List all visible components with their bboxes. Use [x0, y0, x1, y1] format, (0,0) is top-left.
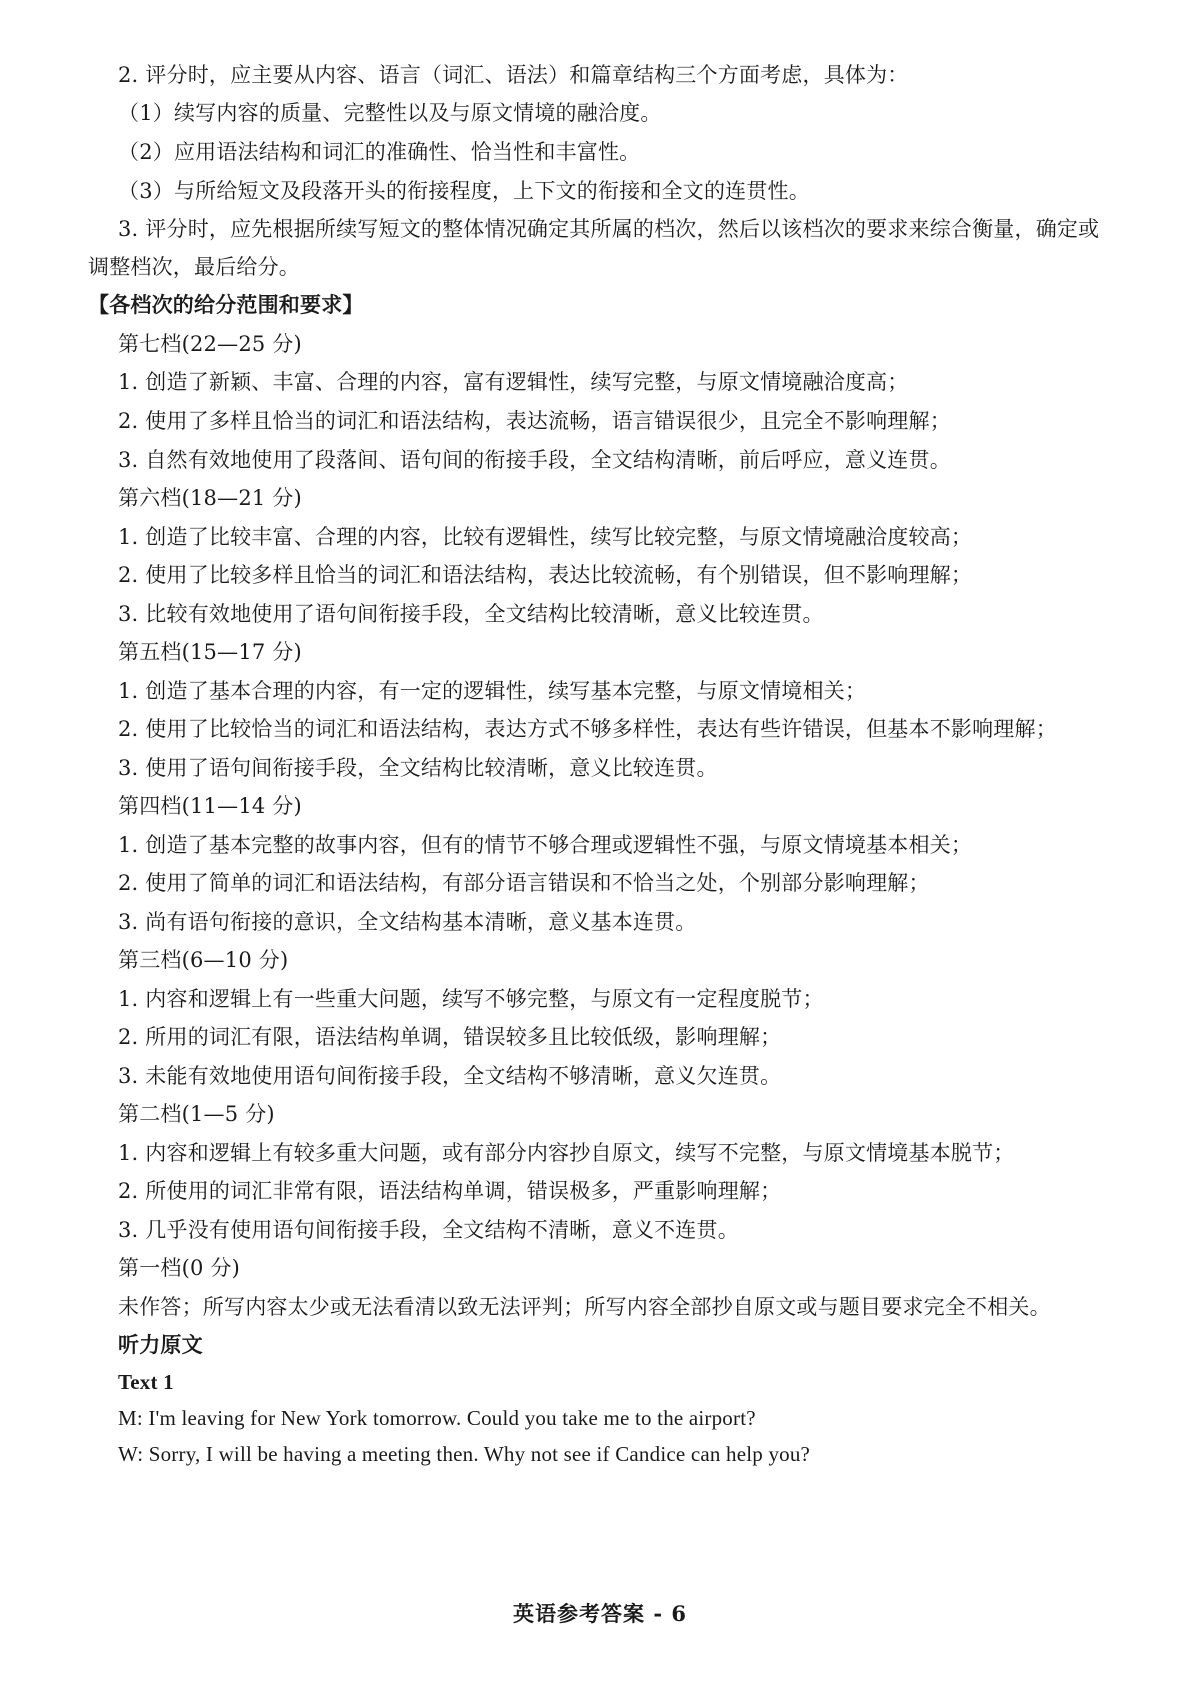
- text-line: 调整档次，最后给分。: [88, 255, 300, 279]
- text-line: 2. 所用的词汇有限，语法结构单调，错误较多且比较低级，影响理解；: [118, 1025, 782, 1049]
- text-line: 2. 使用了多样且恰当的词汇和语法结构，表达流畅，语言错误很少，且完全不影响理解；: [118, 409, 951, 433]
- grade-heading: 第三档(6—10 分): [118, 948, 289, 972]
- text-line: 2. 使用了比较多样且恰当的词汇和语法结构，表达比较流畅，有个别错误，但不影响理解；: [118, 563, 973, 587]
- text-line: 3. 几乎没有使用语句间衔接手段，全文结构不清晰，意义不连贯。: [118, 1218, 739, 1242]
- section-heading: 【各档次的给分范围和要求】: [88, 292, 364, 317]
- text-line: 未作答；所写内容太少或无法看清以致无法评判；所写内容全部抄自原文或与题目要求完全不相关。: [118, 1295, 1051, 1319]
- dialogue-line: W: Sorry, I will be having a meeting then. Why not see if Candice can help you?: [118, 1442, 811, 1466]
- listening-heading: 听力原文: [118, 1332, 203, 1357]
- text-line: 1. 创造了新颖、丰富、合理的内容，富有逻辑性，续写完整，与原文情境融洽度高；: [118, 370, 909, 394]
- text-line: （1）续写内容的质量、完整性以及与原文情境的融洽度。: [118, 101, 662, 125]
- grade-heading: 第二档(1—5 分): [118, 1102, 275, 1126]
- grade-heading: 第七档(22—25 分): [118, 332, 302, 356]
- text-line: 2. 所使用的词汇非常有限，语法结构单调，错误极多，严重影响理解；: [118, 1179, 782, 1203]
- text-line: 1. 内容和逻辑上有较多重大问题，或有部分内容抄自原文，续写不完整，与原文情境基本脱节；: [118, 1141, 1015, 1165]
- text-line: 3. 未能有效地使用语句间衔接手段，全文结构不够清晰，意义欠连贯。: [118, 1064, 782, 1088]
- text-line: 1. 内容和逻辑上有一些重大问题，续写不够完整，与原文有一定程度脱节；: [118, 987, 824, 1011]
- grade-heading: 第一档(0 分): [118, 1256, 241, 1280]
- grade-heading: 第五档(15—17 分): [118, 640, 302, 664]
- text-line: 3. 自然有效地使用了段落间、语句间的衔接手段，全文结构清晰，前后呼应，意义连贯。: [118, 448, 951, 472]
- text-line: 1. 创造了基本合理的内容，有一定的逻辑性，续写基本完整，与原文情境相关；: [118, 679, 867, 703]
- text-line: 3. 尚有语句衔接的意识，全文结构基本清晰，意义基本连贯。: [118, 910, 697, 934]
- grade-heading: 第六档(18—21 分): [118, 486, 302, 510]
- text-line: 3. 使用了语句间衔接手段，全文结构比较清晰，意义比较连贯。: [118, 756, 718, 780]
- text-line: 1. 创造了基本完整的故事内容，但有的情节不够合理或逻辑性不强，与原文情境基本相关；: [118, 833, 973, 857]
- text-line: 2. 评分时，应主要从内容、语言（词汇、语法）和篇章结构三个方面考虑，具体为：: [118, 63, 909, 87]
- text-heading: Text 1: [118, 1370, 174, 1394]
- page-footer: 英语参考答案 - 6: [513, 1601, 687, 1626]
- text-line: 3. 比较有效地使用了语句间衔接手段，全文结构比较清晰，意义比较连贯。: [118, 602, 824, 626]
- text-line: 2. 使用了简单的词汇和语法结构，有部分语言错误和不恰当之处，个别部分影响理解；: [118, 871, 930, 895]
- text-line: 2. 使用了比较恰当的词汇和语法结构，表达方式不够多样性，表达有些许错误，但基本不影响理解；: [118, 717, 1057, 741]
- dialogue-line: M: I'm leaving for New York tomorrow. Could you take me to the airport?: [118, 1406, 756, 1430]
- text-line: （2）应用语法结构和词汇的准确性、恰当性和丰富性。: [118, 140, 641, 164]
- text-line: 3. 评分时，应先根据所续写短文的整体情况确定其所属的档次，然后以该档次的要求来综合衡量，确定或: [118, 217, 1100, 241]
- text-line: （3）与所给短文及段落开头的衔接程度，上下文的衔接和全文的连贯性。: [118, 179, 810, 203]
- text-line: 1. 创造了比较丰富、合理的内容，比较有逻辑性，续写比较完整，与原文情境融洽度较高；: [118, 525, 973, 549]
- grade-heading: 第四档(11—14 分): [118, 794, 302, 818]
